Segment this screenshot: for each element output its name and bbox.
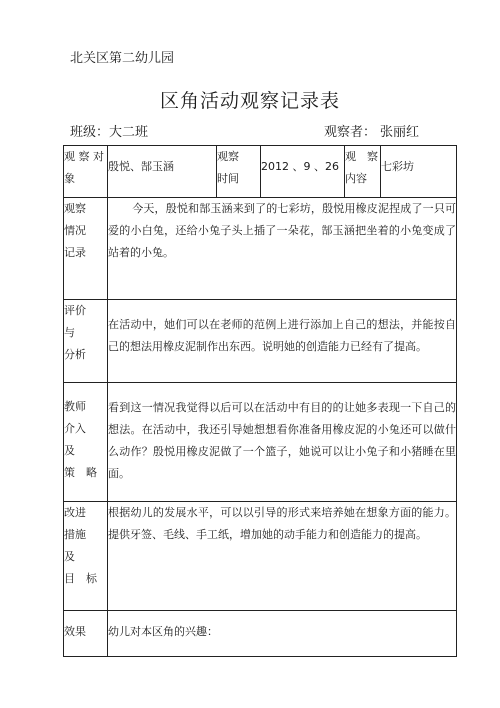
content-value-cell [381, 146, 457, 198]
subject-label-cell [64, 146, 108, 198]
content-label-cell [345, 146, 381, 198]
subject-value: 殷悦、郜玉涵 [108, 160, 174, 173]
effect-text: 幼儿对本区角的兴趣： [108, 611, 457, 657]
content-value: 七彩坊 [381, 160, 414, 173]
subject-label-line1: 观 察 对 [64, 150, 104, 163]
observer-value: 张丽红 [380, 125, 420, 140]
kindergarten-name: 北关区第二幼儿园 [70, 51, 175, 66]
class-label: 班级： [70, 125, 110, 140]
observer-label: 观察者： [324, 125, 377, 140]
intervention-label-1: 教师 [64, 400, 86, 413]
class-field [70, 121, 148, 140]
time-value: 2012 、9 、26 [261, 160, 339, 173]
effect-label-1: 效果 [64, 625, 86, 638]
improvement-label-3: 及 [64, 550, 75, 563]
intervention-label-cell [64, 383, 108, 502]
evaluation-label-1: 评价 [64, 304, 86, 317]
page-title: 区角活动观察记录表 [159, 90, 340, 112]
observation-table [63, 145, 457, 657]
intervention-text: 看到这一情况我觉得以后可以在活动中有目的的让她多表现一下自己的想法。在活动中，我还引导她想想看你准备用橡皮泥的小兔还可以做什么动作？殷悦用橡皮泥做了一个篮子，她说可以让小兔子和小猪睡在里面。 [108, 383, 457, 502]
improvement-text: 根据幼儿的发展水平，可以以引导的形式来培养她在想象方面的能力。提供牙签、毛线、手工纸，增加她的动手能力和创造能力的提高。 [108, 502, 457, 611]
observer-field [324, 121, 419, 140]
evaluation-text: 在活动中，她们可以在老师的范例上进行添加上自己的想法，并能按自己的想法用橡皮泥制作出东西。说明她的创造能力已经有了提高。 [108, 300, 457, 383]
time-label-line2: 时间 [217, 172, 239, 185]
situation-label-1: 观察 [64, 202, 86, 215]
info-row [64, 146, 457, 198]
intervention-label-3: 及 [64, 444, 75, 457]
content-label-line1: 观 察 [345, 150, 378, 163]
class-value: 大二班 [109, 125, 149, 140]
improvement-label-cell [64, 502, 108, 611]
intervention-label-2: 介入 [64, 422, 86, 435]
evaluation-label-3: 分析 [64, 348, 86, 361]
situation-label-cell [64, 198, 108, 300]
content-label-line2: 内容 [345, 172, 367, 185]
effect-row [64, 611, 457, 657]
situation-text: 今天，殷悦和郜玉涵来到了的七彩坊，殷悦用橡皮泥捏成了一只可爱的小白兔，还给小兔子头上插了一朵花，郜玉涵把坐着的小兔变成了站着的小兔。 [108, 198, 457, 300]
subject-label-line2: 象 [64, 172, 75, 185]
situation-label-2: 情况 [64, 224, 86, 237]
evaluation-row [64, 300, 457, 383]
situation-row [64, 198, 457, 300]
time-value-cell [261, 146, 345, 198]
intervention-row [64, 383, 457, 502]
improvement-label-4: 目 标 [64, 572, 97, 585]
evaluation-label-cell [64, 300, 108, 383]
improvement-row [64, 502, 457, 611]
improvement-label-2: 措施 [64, 528, 86, 541]
time-label-line1: 观察 [217, 150, 239, 163]
evaluation-label-2: 与 [64, 326, 75, 339]
effect-label-cell [64, 611, 108, 657]
situation-label-3: 记录 [64, 246, 86, 259]
subject-value-cell [108, 146, 217, 198]
intervention-label-4: 策 略 [64, 466, 97, 479]
improvement-label-1: 改进 [64, 506, 86, 519]
time-label-cell [217, 146, 261, 198]
